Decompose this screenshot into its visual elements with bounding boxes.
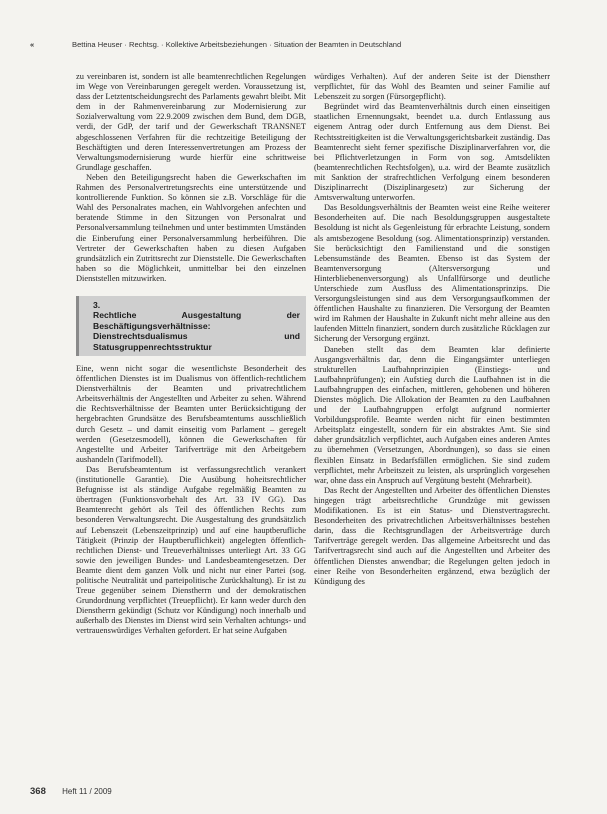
body-paragraph: Das Besoldungsverhältnis der Beamten weist eine Reihe weiterer Besonderheiten auf. Die nach Besoldungsgruppen ausgestaltete Besoldung ist nicht als Gegenleistung für erbrachte Leistung, sondern als amtsbezogene Besoldung (sog. Alimentationsprinzip) verstanden. Sie berücksichtigt den Familienstand und die sonstigen Lebensumstände des Beamten. Ebenso ist das System der Beamtenversorgung (Altersversorgung und Hinterbliebenenversorgung) als Unfallfürsorge und deutliche Unterschiede zum Ausfluss des Alimentationsprinzips. Die Versorgungsleistungen sind aus dem Versorgungsaufkommen der öffentlichen Haushalte zu finanzieren. Die Versorgung der Beamten wird im Rahmen der Haushalte in Zukunft nicht mehr alleine aus den laufenden Mitteln finanziert, sondern durch zusätzliche Rücklagen zur Sicherung der Versorgung ergänzt. bbox=[314, 203, 550, 344]
body-paragraph: Daneben stellt das dem Beamten klar definierte Ausgangsverhältnis dar, denn die Eingangsämter unterliegen strukturellen Laufbahnprinzipien (Einstiegs- und Laufbahnprüfungen); ein Aufstieg durch die Laufbahnen ist in die Laufbahngruppen des einfachen, mittleren, gehobenen und höheren Dienstes möglich. Die Allokation der Beamten zu den Laufbahnen und der Laufbahngruppen erfolgt aufgrund normierter Vorbildungsprofile. Beamte werden nicht für einen bestimmten Arbeitsplatz eingestellt, sondern für ein abstraktes Amt. Sie sind daher grundsätzlich verpflichtet, auch Aufgaben eines anderen Amtes zu übernehmen (Versetzungen, Abordnungen), so dass sie einen flexiblen Einsatz in Bedarfsfällen ermöglichen. Sie sind zudem verpflichtet, mehr Arbeitszeit zu leisten, als ursprünglich vorgesehen war, ohne dass ein Anspruch auf Vergütung besteht (Mehrarbeit). bbox=[314, 344, 550, 485]
section-heading bbox=[76, 296, 306, 356]
header-title: Bettina Heuser · Rechtsg. · Kollektive Arbeitsbeziehungen · Situation der Beamten in Deutschland bbox=[72, 40, 402, 49]
body-paragraph: würdiges Verhalten). Auf der anderen Seite ist der Dienstherr verpflichtet, für das Wohl des Beamten und seiner Familie auf Lebenszeit zu sorgen (Fürsorgepflicht). bbox=[314, 72, 550, 102]
body-paragraph: Das Recht der Angestellten und Arbeiter des öffentlichen Dienstes hingegen trägt arbeitsrechtliche Grundzüge mit gewissen Modifikationen. Es ist ein Status- und Dienstvertragsrecht. Besonderheiten des privatrechtlichen Arbeitsverhältnisses bestehen darin, dass die Rechtsgrundlagen der Arbeitsverträge durch Tarifverträge geregelt werden. Das allgemeine Arbeitsrecht und das Tarifvertragsrecht sind auch auf die Angestellten und Arbeiter des öffentlichen Dienstes anwendbar; die Regelungen gelten jedoch in einer Reihe von Besonderheiten ergänzend, etwa bezüglich der Kündigung des bbox=[314, 485, 550, 586]
right-column bbox=[314, 72, 550, 777]
running-header bbox=[30, 40, 590, 54]
body-paragraph: Eine, wenn nicht sogar die wesentlichste Besonderheit des öffentlichen Dienstes ist im Dualismus von öffentlich-rechtlichem Dienstverhältnis der Beamten und privatrechtlichem Arbeitsverhältnis der Angestellten und Arbeiter zu sehen. Während die Rechtsverhältnisse der Beamten unter Berücksichtigung der hergebrachten Grundsätze des Berufsbeamtentums ausschließlich durch Gesetz – und damit einseitig vom Parlament – geregelt werden (Gesetzesmodell), können die Gewerkschaften für Angestellte und Arbeiter Tarifverträge mit den Arbeitgebern aushandeln (Tarifmodell). bbox=[76, 364, 306, 464]
body-paragraph: zu vereinbaren ist, sondern ist alle beamtenrechtlichen Regelungen im Wege von Vereinbarungen geregelt werden. Voraussetzung ist, dass der Letztentscheidungsrecht des Parlaments gewahrt bleibt. Mit dem in der Rahmenvereinbarung zur Modernisierung zur Sozialverwaltung vom 22.9.2009 zwischen dem Bund, dem DGB, verdi, der GdP, der tarif und der Gewerkschaft TRANSNET abgeschlossenen Verfahren für die rechtzeitige Beteiligung der Beschäftigten und deren Interessenvertretungen am Prozess der Verwaltungsmodernisierung wurde hierfür eine schrittweise Grundlage geschaffen. bbox=[76, 72, 306, 172]
page-footer bbox=[30, 786, 330, 800]
issue-label: Heft 11 / 2009 bbox=[62, 787, 112, 796]
section-title: Rechtliche Ausgestaltung der Beschäftigungsverhältnisse: Dienstrechtsdualismus und Statusgruppenrechtsstruktur bbox=[93, 310, 300, 352]
section-number: 3. bbox=[93, 299, 101, 310]
page-number: 368 bbox=[30, 786, 46, 797]
body-paragraph: Das Berufsbeamtentum ist verfassungsrechtlich verankert (institutionelle Garantie). Die Ausübung hoheitsrechtlicher Befugnisse ist als ständige Aufgabe regelmäßig Beamten zu übertragen (Funktionsvorbehalt des Art. 33 IV GG). Das Beamtenrecht gehört als Teil des öffentlichen Rechts zum besonderen Verwaltungsrecht. Die Ausgestaltung des grundsätzlich auf Lebenszeit (Lebenszeitprinzip) und auf eine hauptberufliche Tätigkeit (Prinzip der Hauptberuflichkeit) angelegten öffentlich-rechtlichen Dienst- und Treueverhältnisses unterliegt Art. 33 GG sowie den jeweiligen Bundes- und Landesbeamtengesetzen. Der Beamte dient dem ganzen Volk und nicht nur einer Partei (sog. politische Neutralität und parteipolitische Zurückhaltung). Er ist zu Treue gegenüber seinem Dienstherrn und der demokratischen Grundordnung verpflichtet (Treuepflicht). Er kann weder durch den Dienstherrn gekündigt (Schutz vor Kündigung) noch innerhalb und außerhalb des Dienstes im Dienst wird sein Verhalten achtungs- und vertrauenswürdiges Verhalten gefordert. Er hat seine Aufgaben bbox=[76, 464, 306, 636]
page-mark: « bbox=[30, 40, 35, 49]
left-column bbox=[76, 72, 306, 777]
body-paragraph: Begründet wird das Beamtenverhältnis durch einen einseitigen staatlichen Ernennungsakt, beendet u.a. durch Entlassung aus eigenem Antrag oder durch Entfernung aus dem Dienst. Bei Rechtsstreitigkeiten ist die Verwaltungsgerichtsbarkeit zuständig. Das Beamtenrecht sieht ferner spezifische Disziplinarverfahren vor, die bei Pflichtverletzungen in Form von sog. Amtsdelikten (beamtenrechtlichen Rechtsfolgen), u.a. wird der Beamte zusätzlich mit Sanktion der strafrechtlichen Verfolgung einem besonderen Disziplinarrecht (Disziplinargesetz) zur Sicherung der Amtsverwaltung unterworfen. bbox=[314, 102, 550, 203]
body-paragraph: Neben den Beteiligungsrecht haben die Gewerkschaften im Rahmen des Personalvertretungsrechts eine unterstützende und kontrollierende Funktion. So können sie z.B. Vorschläge für die Wahl des Personalrates machen, ein Wahlvorgehen anfechten und beratende Stimme in den Sitzungen von Personalrat und Personalversammlung teilnehmen und unter bestimmten Umständen die Einberufung einer Personalversammlung herbeiführen. Die Vertreter der Gewerkschaften haben zu diesen Aufgaben grundsätzlich ein Zutrittsrecht zur Dienststelle. Die Gewerkschaften haben so die Möglichkeit, unmittelbar bei den einzelnen Dienststellen mitzuwirken. bbox=[76, 172, 306, 283]
